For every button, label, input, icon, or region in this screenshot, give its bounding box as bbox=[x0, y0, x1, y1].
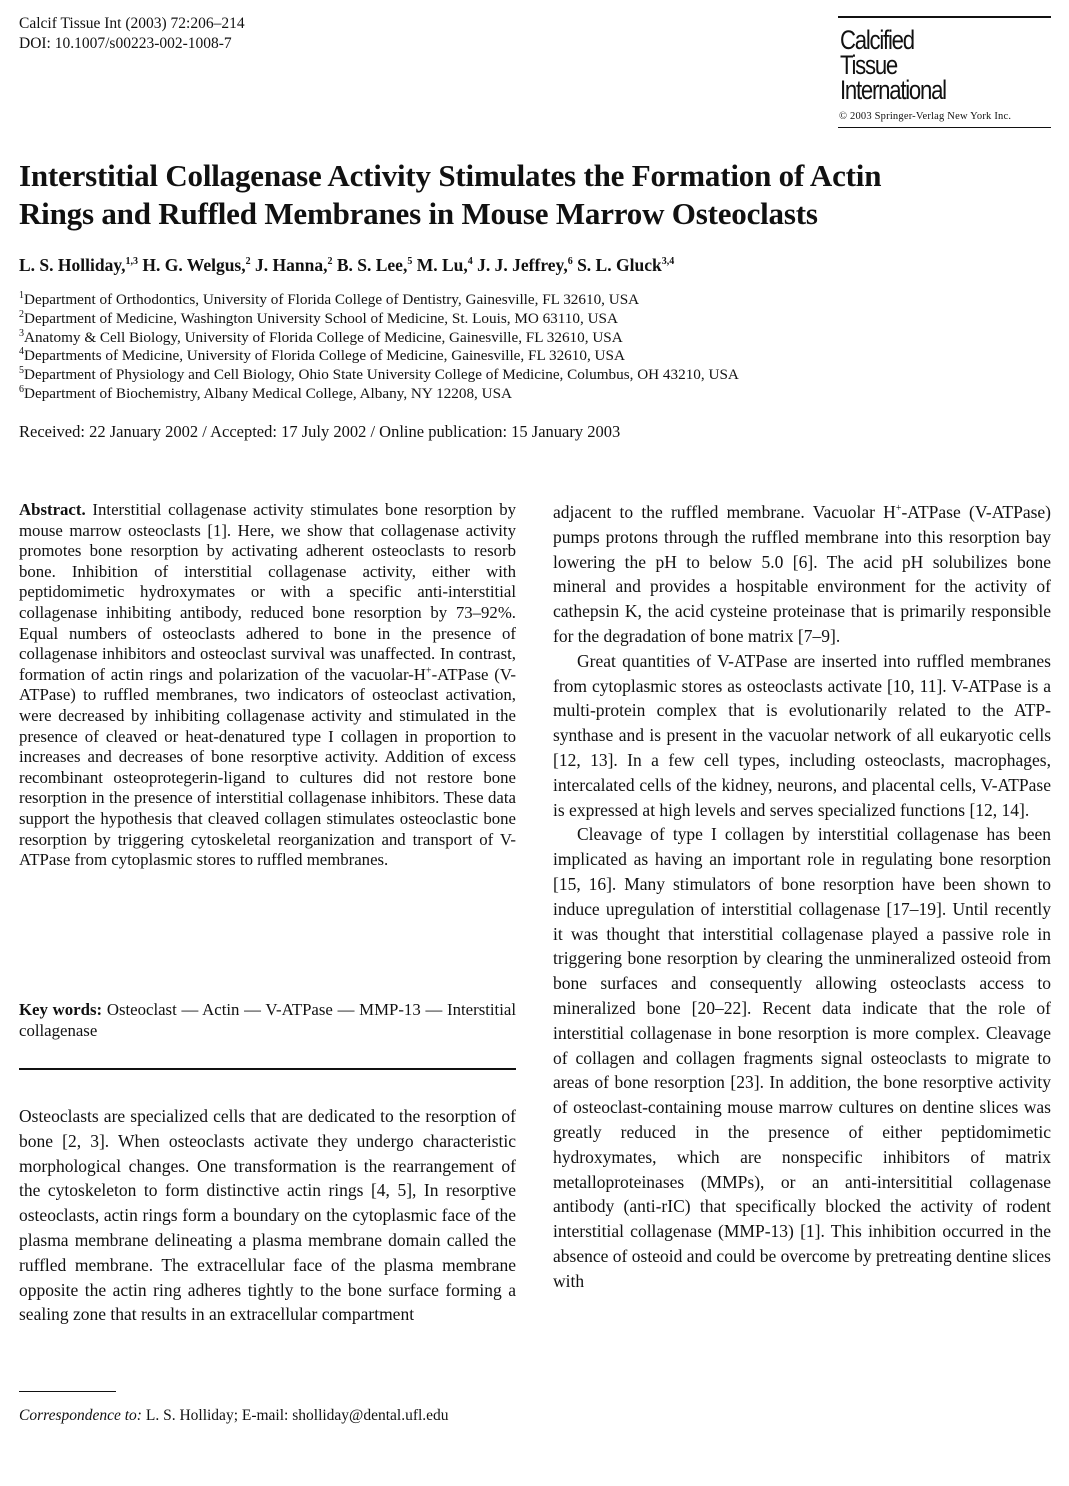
abstract bbox=[19, 500, 516, 871]
correspondence-footnote bbox=[19, 1406, 516, 1425]
affiliation-number: 4 bbox=[19, 346, 24, 358]
abstract-sup: + bbox=[425, 665, 432, 677]
right-paragraph-3: Cleavage of type I collagen by interstitial collagenase has been implicated as having an important role in regulating bone resorption [15, 16]. Many stimulators of bone resorption have been shown to induce upregulation of interstitial collagenase [17–19]. Until recently it was thought that interstitial collagenase played a passive role in triggering bone resorption by clearing the unmineralized osteoid from bone surfaces and consequently allowing osteoclasts access to mineralized bone [20–22]. Recent data indicate that the role of interstitial collagenase in bone resorption is more complex. Cleavage of collagen and collagen fragments signal osteoclasts to migrate to areas of bone resorption [23]. In addition, the bone resorptive activity of osteoclast-containing mouse marrow cultures on dentine slices was greatly reduced in the presence of either peptidomimetic hydroxymates, which are nonspecific inhibitors of matrix metalloproteinases (MMPs), or an anti-intersititial collagenase antibody (anti-rIC) that specifically blocked the activity of rodent interstitial collagenase (MMP-13) [1]. This inhibition occurred in the absence of osteoid and could be overcome by pretreating dentine slices with bbox=[553, 824, 1051, 1291]
logo-line-international: International bbox=[840, 75, 946, 105]
journal-logo bbox=[840, 25, 1055, 108]
affiliation-item bbox=[19, 291, 1054, 310]
logo-line-calcified: Calcified bbox=[840, 25, 914, 55]
author-name: H. G. Welgus, bbox=[142, 255, 246, 275]
intro-paragraph-1: Osteoclasts are specialized cells that are dedicated to the resorption of bone [2, 3]. When osteoclasts activate they undergo characteristic morphological changes. One transformation is the rearrangement of the cytoskeleton to form distinctive actin rings [4, 5], In resorptive osteoclasts, actin rings form a boundary on the cytoplasmic face of the plasma membrane delineating a plasma membrane domain called the ruffled membrane. The extracellular face of the plasma membrane opposite the actin ring adheres tightly to the bone surface forming a sealing zone that results in an extracellular compartment bbox=[19, 1106, 516, 1325]
author-affiliation-marker: 2 bbox=[245, 256, 251, 268]
copyright-notice: © 2003 Springer-Verlag New York Inc. bbox=[839, 111, 1012, 122]
correspondence-text: L. S. Holliday; E-mail: sholliday@dental.ufl.edu bbox=[145, 1407, 449, 1424]
author-name: J. Hanna, bbox=[255, 255, 328, 275]
affiliation-list bbox=[19, 291, 1054, 404]
affiliation-text: Department of Physiology and Cell Biology, Ohio State University College of Medicine, Columbus, OH 43210, USA bbox=[24, 366, 739, 384]
affiliation-number: 6 bbox=[19, 383, 24, 395]
author-affiliation-marker: 6 bbox=[567, 256, 573, 268]
affiliation-item bbox=[19, 347, 1054, 366]
author-name: L. S. Holliday, bbox=[19, 255, 126, 275]
abstract-label: Abstract. bbox=[19, 500, 86, 519]
right-paragraph-2: Great quantities of V-ATPase are inserted into ruffled membranes from cytoplasmic stores as osteoclasts activate [10, 11]. V-ATPase is a multi-protein complex that is evolutionarily related to the ATP-synthase and is present in the vacuolar network of all eukaryotic cells [12, 13]. In a few cell types, including osteoclasts, macrophages, intercalated cells of the kidney, neurons, and placental cells, V-ATPase is expressed at high levels and serves specialized functions [12, 14]. bbox=[553, 650, 1051, 820]
affiliation-number: 3 bbox=[19, 327, 24, 339]
title-line-2: Rings and Ruffled Membranes in Mouse Marrow Osteoclasts bbox=[19, 196, 818, 231]
abstract-end-rule bbox=[19, 1068, 516, 1070]
right-p1-text-1: adjacent to the ruffled membrane. Vacuolar H bbox=[553, 502, 896, 522]
author-name: M. Lu, bbox=[416, 255, 468, 275]
affiliation-number: 1 bbox=[19, 289, 24, 301]
affiliation-item bbox=[19, 310, 1054, 329]
author-affiliation-marker: 1,3 bbox=[125, 256, 138, 268]
intro-right-column bbox=[553, 500, 1051, 1294]
logo-line-tissue: Tissue bbox=[840, 50, 898, 80]
footnote-rule bbox=[19, 1391, 116, 1392]
author-list bbox=[19, 254, 1054, 276]
doi-line: DOI: 10.1007/s00223-002-1008-7 bbox=[19, 35, 232, 52]
article-title bbox=[19, 157, 1054, 233]
author-affiliation-marker: 5 bbox=[407, 256, 413, 268]
right-p1-sup: + bbox=[895, 503, 902, 515]
author-name: J. J. Jeffrey, bbox=[477, 255, 568, 275]
author-name: B. S. Lee, bbox=[336, 255, 408, 275]
logo-bottom-rule bbox=[838, 127, 1051, 128]
affiliation-item bbox=[19, 329, 1054, 348]
affiliation-text: Department of Biochemistry, Albany Medical College, Albany, NY 12208, USA bbox=[24, 384, 513, 402]
author-affiliation-marker: 3,4 bbox=[661, 256, 675, 268]
intro-left-column bbox=[19, 1104, 516, 1327]
affiliation-item bbox=[19, 385, 1054, 404]
right-paragraph-1 bbox=[553, 500, 1051, 649]
keywords bbox=[19, 1000, 516, 1041]
abstract-text-1: Interstitial collagenase activity stimulates bone resorption by mouse marrow osteoclasts [1]. Here, we show that collagenase activity promotes bone resorption by activating adherent osteoclasts to resorb bone. Inhibition of interstitial collagenase activity, either with peptidomimetic hydroxymates or with a specific anti-interstitial collagenase inhibiting antibody, reduced bone resorption by 73–92%. Equal numbers of osteoclasts adhered to bone in the presence of collagenase inhibitors and osteoclast survival was unaffected. In contrast, formation of actin rings and polarization of the vacuolar-H bbox=[19, 500, 517, 684]
logo-top-rule bbox=[838, 16, 1051, 18]
keywords-text: Osteoclast — Actin — V-ATPase — MMP-13 — Interstitial collagenase bbox=[19, 1000, 516, 1040]
keywords-label: Key words: bbox=[19, 1000, 103, 1019]
affiliation-item bbox=[19, 366, 1054, 385]
affiliation-text: Departments of Medicine, University of Florida College of Medicine, Gainesville, FL 32610, USA bbox=[24, 347, 625, 365]
correspondence-label: Correspondence to: bbox=[19, 1407, 142, 1424]
affiliation-number: 2 bbox=[19, 308, 24, 320]
author-name: S. L. Gluck bbox=[577, 255, 662, 275]
author-affiliation-marker: 2 bbox=[327, 256, 333, 268]
title-line-1: Interstitial Collagenase Activity Stimulates the Formation of Actin bbox=[19, 158, 882, 193]
journal-citation: Calcif Tissue Int (2003) 72:206–214 bbox=[19, 15, 245, 32]
affiliation-text: Department of Orthodontics, University of Florida College of Dentistry, Gainesville, FL 32610, USA bbox=[24, 291, 640, 308]
abstract-text-2: -ATPase (V-ATPase) to ruffled membranes, two indicators of osteoclast activation, were decreased by inhibiting collagenase activity and stimulated in the presence of cleaved or heat-denatured type I collagen in proportion to increases and decreases of bone resorptive activity. Addition of excess recombinant osteoprotegerin-ligand to cultures did not restore bone resorption in the presence of interstitial collagenase inhibitors. These data support the hypothesis that cleaved collagen stimulates osteoclastic bone resorption by triggering cytoskeletal reorganization and transport of V-ATPase from cytoplasmic stores to ruffled membranes. bbox=[19, 664, 516, 870]
author-affiliation-marker: 4 bbox=[467, 256, 473, 268]
right-p1-text-2: -ATPase (V-ATPase) pumps protons through the ruffled membrane into this resorption bay lowering the pH to below 5.0 [6]. The acid pH solubilizes bone mineral and provides a hospitable environment for the activity of cathepsin K, the acid cysteine proteinase that is primarily responsible for the degradation of bone matrix [7–9]. bbox=[553, 502, 1051, 646]
affiliation-number: 5 bbox=[19, 365, 24, 377]
affiliation-text: Anatomy & Cell Biology, University of Florida College of Medicine, Gainesville, FL 32610, USA bbox=[24, 328, 623, 346]
affiliation-text: Department of Medicine, Washington University School of Medicine, St. Louis, MO 63110, USA bbox=[24, 309, 618, 327]
received-dates: Received: 22 January 2002 / Accepted: 17 July 2002 / Online publication: 15 January 2003 bbox=[19, 422, 621, 441]
